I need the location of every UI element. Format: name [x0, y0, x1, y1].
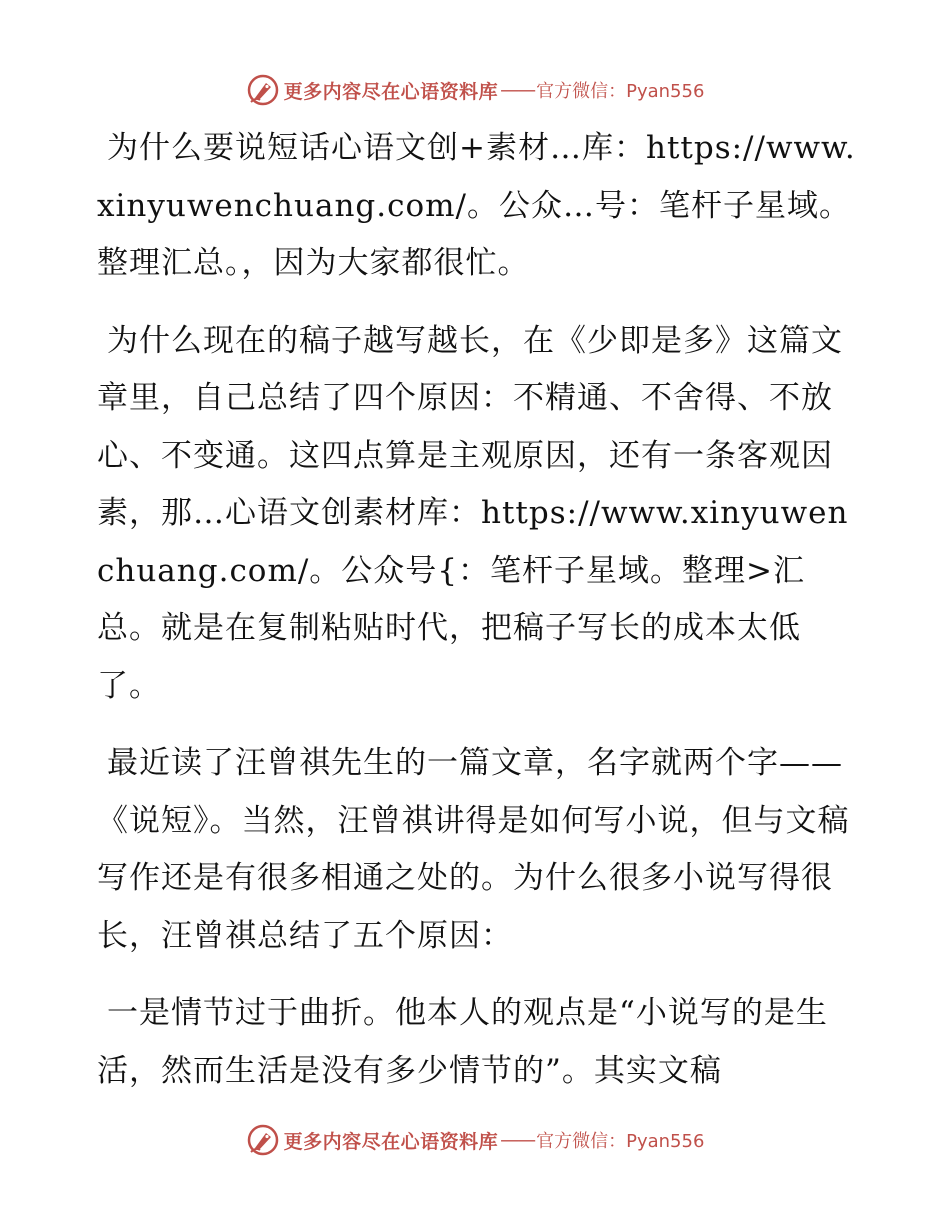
- paragraph-1: 为什么要说短话心语文创+素材…库：https://www.xinyuwenchuang.com/。公众…号：笔杆子星域。整理汇总。，因为大家都很忙。: [97, 130, 856, 281]
- footer-banner: [0, 1120, 950, 1160]
- footer-banner-wechat: 官方微信：Pyan556: [536, 1131, 705, 1152]
- header-banner-separator: ——: [500, 79, 535, 101]
- paragraph-3: 最近读了汪曾祺先生的一篇文章，名字就两个字——《说短》。当然，汪曾祺讲得是如何写小说，但与文稿写作还是有很多相通之处的。为什么很多小说写得很长，汪曾祺总结了五个原因：: [97, 745, 850, 954]
- header-banner-wechat: 官方微信：Pyan556: [536, 81, 705, 102]
- header-banner: [0, 70, 950, 110]
- paragraph-2: 为什么现在的稿子越写越长，在《少即是多》这篇文章里，自己总结了四个原因：不精通、不舍得、不放心、不变通。这四点算是主观原因，还有一条客观因素，那…心语文创素材库：https://www.xinyuwenchuang.com/。公众号{：笔杆子星域。整理>汇总。就是在复制粘贴时代，把稿子写长的成本太低了。: [97, 322, 849, 704]
- pen-nib-logo-icon: [246, 1123, 280, 1157]
- footer-banner-separator: ——: [500, 1129, 535, 1151]
- footer-banner-text: 更多内容尽在心语资料库: [283, 1130, 499, 1153]
- header-banner-text: 更多内容尽在心语资料库: [283, 80, 499, 103]
- pen-nib-logo-icon: [246, 73, 280, 107]
- paragraph-4: 一是情节过于曲折。他本人的观点是“小说写的是生活，然而生活是没有多少情节的”。其实文稿: [97, 995, 828, 1089]
- document-body: [97, 120, 857, 1120]
